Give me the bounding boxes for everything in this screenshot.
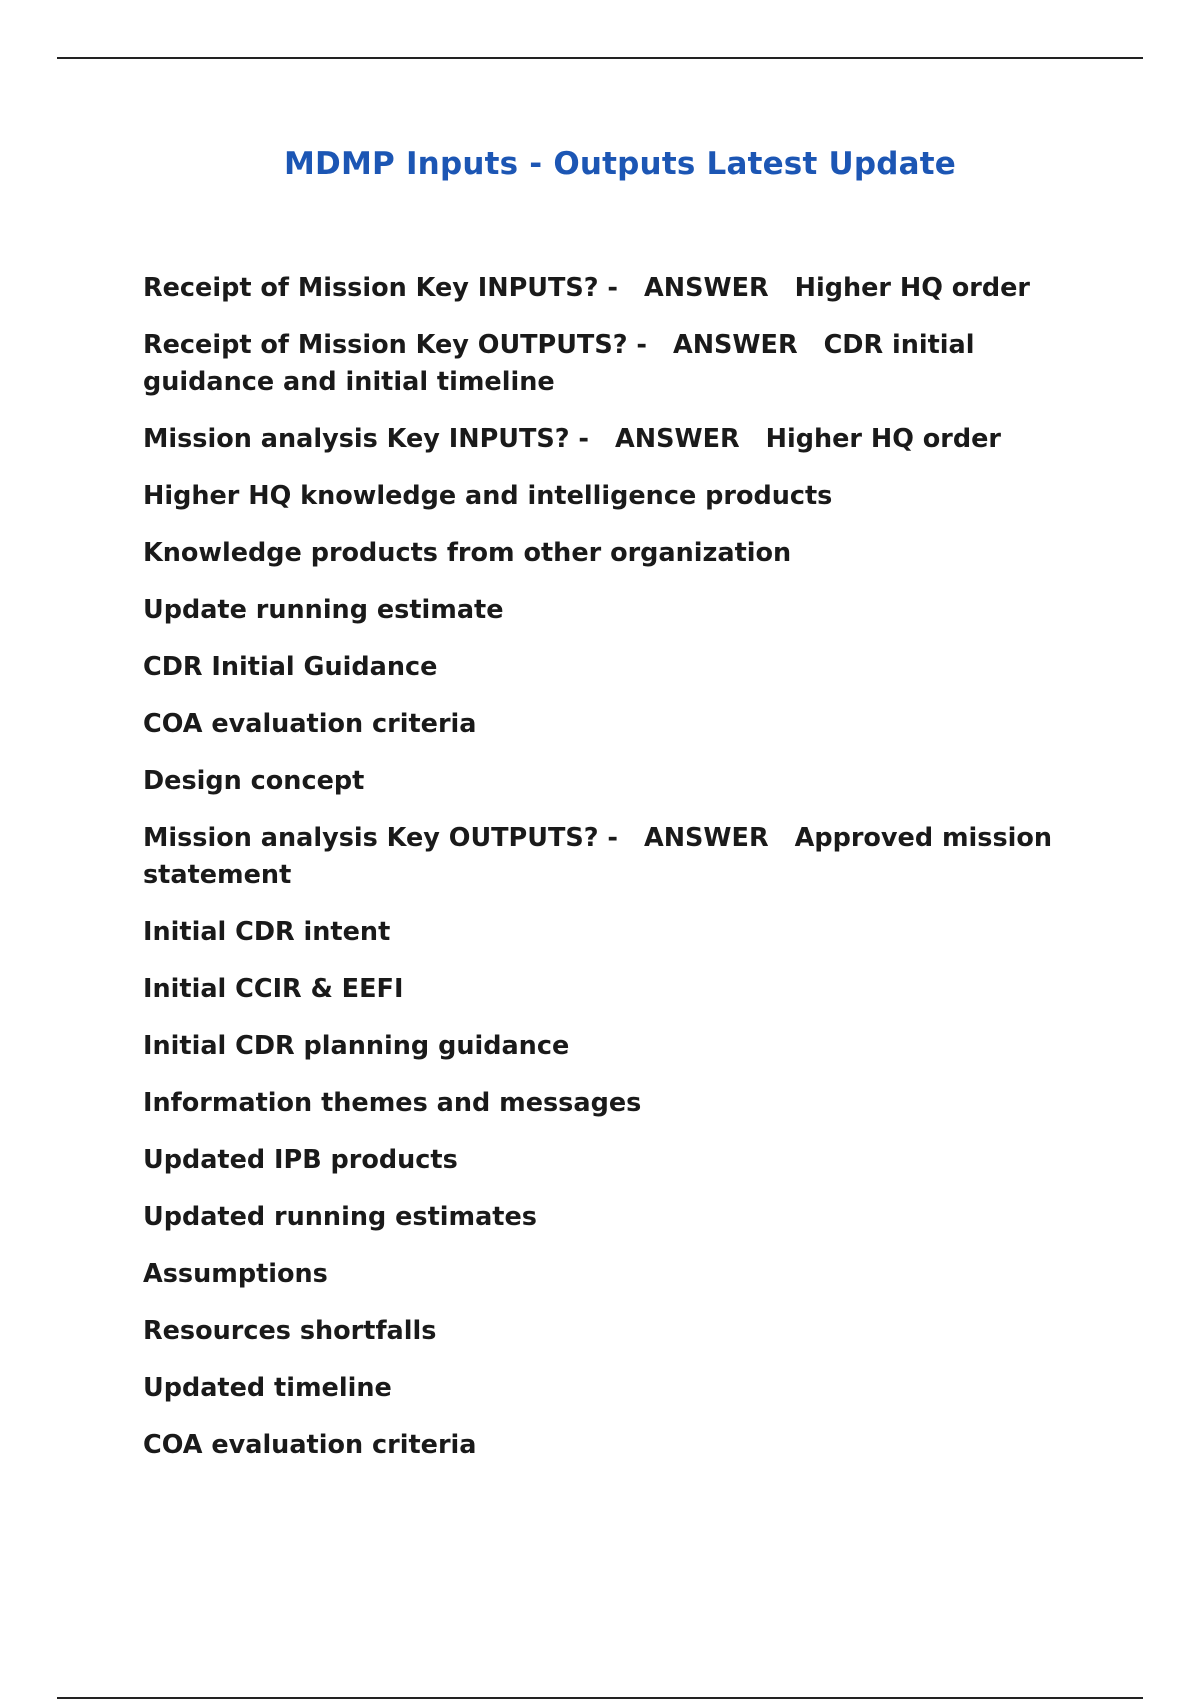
question-text: Receipt of Mission Key INPUTS? - — [143, 273, 618, 303]
answer-text: Higher HQ order — [765, 424, 1001, 454]
answer-marker: ANSWER — [615, 424, 740, 454]
bottom-rule — [57, 1697, 1143, 1699]
list-item: Higher HQ knowledge and intelligence products — [143, 481, 833, 511]
document-title: MDMP Inputs - Outputs Latest Update — [284, 146, 956, 182]
list-item: Initial CDR intent — [143, 917, 391, 947]
list-item: CDR Initial Guidance — [143, 652, 438, 682]
list-item: Updated IPB products — [143, 1145, 458, 1175]
question-text: Receipt of Mission Key OUTPUTS? - — [143, 330, 647, 360]
list-item: Information themes and messages — [143, 1088, 642, 1118]
answer-text: Higher HQ order — [794, 273, 1030, 303]
list-item: Resources shortfalls — [143, 1316, 437, 1346]
qa-entry — [143, 421, 1103, 458]
list-item: COA evaluation criteria — [143, 1430, 477, 1460]
qa-entry — [143, 327, 1103, 401]
list-item: Updated running estimates — [143, 1202, 537, 1232]
question-text: Mission analysis Key OUTPUTS? - — [143, 823, 618, 853]
list-item: Design concept — [143, 766, 365, 796]
list-item: Update running estimate — [143, 595, 504, 625]
qa-entry — [143, 270, 1103, 307]
qa-content — [143, 270, 1103, 1484]
answer-marker: ANSWER — [643, 823, 769, 853]
answer-text: Approved mission statement — [143, 823, 1053, 890]
question-text: Mission analysis Key INPUTS? - — [143, 424, 590, 454]
answer-text: CDR initial guidance and initial timeline — [143, 330, 975, 397]
list-item: Initial CDR planning guidance — [143, 1031, 570, 1061]
top-rule — [57, 57, 1143, 59]
list-item: Initial CCIR & EEFI — [143, 974, 404, 1004]
answer-marker: ANSWER — [672, 330, 798, 360]
list-item: Knowledge products from other organization — [143, 538, 792, 568]
qa-entry — [143, 820, 1103, 894]
answer-marker: ANSWER — [644, 273, 769, 303]
list-item: Updated timeline — [143, 1373, 392, 1403]
list-item: Assumptions — [143, 1259, 328, 1289]
list-item: COA evaluation criteria — [143, 709, 477, 739]
